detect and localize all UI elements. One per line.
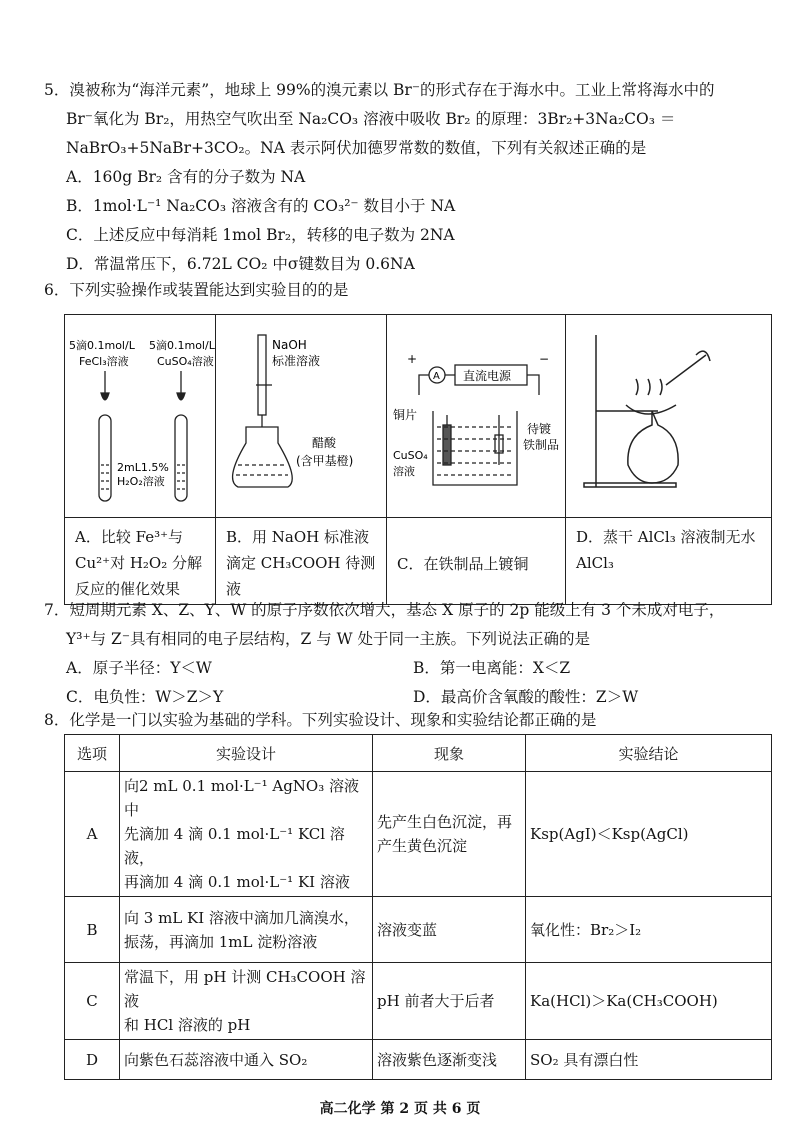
fig-b-label-2: 标准溶液 — [272, 354, 321, 368]
q8-row-b-design — [120, 897, 373, 963]
q8-row-c-phenomenon: pH 前者大于后者 — [373, 963, 526, 1040]
q7-stem-line-2: Y³⁺与 Z⁻具有相同的电子层结构，Z 与 W 处于同一主族。下列说法正确的是 — [66, 630, 590, 648]
q7-option-d: D．最高价含氧酸的酸性：Z＞W — [413, 688, 639, 706]
fig-c-plated-1: 待镀 — [527, 422, 552, 436]
q8-row-a-design — [120, 772, 373, 897]
question-5 — [44, 76, 760, 279]
q8-header-option: 选项 — [65, 735, 120, 772]
q8-row-b-conclusion: 氧化性：Br₂＞I₂ — [526, 897, 772, 963]
q8-row-a-design-line-2: 先滴加 4 滴 0.1 mol·L⁻¹ KCl 溶液， — [124, 825, 345, 867]
fig-b-label-1: NaOH — [272, 338, 307, 352]
q8-header-row — [65, 735, 772, 772]
q8-row-c-design-line-1: 常温下，用 pH 计测 CH₃COOH 溶液 — [124, 968, 366, 1010]
fig-a-left-label-1: 5滴0.1mol/L — [69, 339, 135, 352]
fig-a-bottom-label-2: H₂O₂溶液 — [117, 475, 165, 488]
table-row — [65, 1040, 772, 1080]
fig-d-evaporation — [566, 315, 766, 513]
fig-c-minus: − — [539, 352, 550, 366]
fig-c-electroplating — [387, 315, 565, 513]
q8-row-a-option: A — [65, 772, 120, 897]
q8-row-c-option: C — [65, 963, 120, 1040]
q5-stem-line-2: Br⁻氧化为 Br₂，用热空气吹出至 Na₂CO₃ 溶液中吸收 Br₂ 的原理：3Br₂+3Na₂CO₃ ＝ — [66, 110, 676, 128]
q8-row-a-design-line-1: 向2 mL 0.1 mol·L⁻¹ AgNO₃ 溶液中 — [124, 777, 360, 819]
fig-c-plus: + — [407, 352, 418, 366]
table-row — [65, 772, 772, 897]
q8-table — [64, 734, 772, 1080]
fig-c-ammeter: A — [433, 371, 440, 382]
q8-row-a-phenomenon-line-2: 产生黄色沉淀 — [377, 837, 468, 855]
q6-caption-b: B．用 NaOH 标准液滴定 CH₃COOH 待测液 — [216, 518, 387, 605]
q8-row-d-conclusion: SO₂ 具有漂白性 — [526, 1040, 772, 1080]
q7-stem-line-1: 7．短周期元素 X、Z、Y、W 的原子序数依次增大，基态 X 原子的 2p 能级上有 3 个未成对电子， — [44, 601, 725, 619]
fig-a-cell — [65, 315, 216, 518]
fig-c-plated-2: 铁制品 — [523, 438, 560, 452]
q8-row-a-phenomenon — [373, 772, 526, 897]
q8-header-phenomenon: 现象 — [373, 735, 526, 772]
fig-a-right-label-1: 5滴0.1mol/L — [149, 339, 215, 352]
fig-b-titration — [216, 315, 386, 513]
fig-a-right-label-2: CuSO₄溶液 — [157, 355, 214, 368]
q8-row-c-design — [120, 963, 373, 1040]
q8-header-design: 实验设计 — [120, 735, 373, 772]
fig-d-cell — [566, 315, 772, 518]
q5-stem-line-3: NaBrO₃+5NaBr+3CO₂。NA 表示阿伏加德罗常数的数值，下列有关叙述正确的是 — [66, 139, 647, 157]
fig-b-cell — [216, 315, 387, 518]
q5-option-c: C．上述反应中每消耗 1mol Br₂，转移的电子数为 2NA — [66, 226, 455, 244]
q8-row-d-phenomenon: 溶液紫色逐渐变浅 — [373, 1040, 526, 1080]
q8-row-c-design-line-2: 和 HCl 溶液的 pH — [124, 1016, 251, 1034]
q8-row-b-option: B — [65, 897, 120, 963]
q8-row-a-phenomenon-line-1: 先产生白色沉淀，再 — [377, 813, 513, 831]
q8-row-d-option: D — [65, 1040, 120, 1080]
fig-c-solution-1: CuSO₄ — [393, 449, 428, 462]
q8-row-d-design: 向紫色石蕊溶液中通入 SO₂ — [120, 1040, 373, 1080]
question-7 — [44, 596, 760, 712]
fig-c-source: 直流电源 — [463, 369, 512, 383]
question-6 — [44, 276, 760, 305]
q7-option-a: A．原子半径：Y＜W — [66, 659, 212, 677]
fig-c-copper: 铜片 — [393, 408, 418, 422]
fig-b-label-4: (含甲基橙) — [296, 454, 354, 468]
fig-c-solution-2: 溶液 — [393, 465, 415, 478]
q6-caption-c: C．在铁制品上镀铜 — [387, 518, 566, 605]
q7-option-b: B．第一电离能：X＜Z — [413, 659, 571, 677]
fig-b-label-3: 醋酸 — [312, 436, 337, 450]
q5-option-d: D．常温常压下，6.72L CO₂ 中σ键数目为 0.6NA — [66, 255, 415, 273]
q6-caption-a: A．比较 Fe³⁺与 Cu²⁺对 H₂O₂ 分解反应的催化效果 — [65, 518, 216, 605]
q5-option-b: B．1mol·L⁻¹ Na₂CO₃ 溶液含有的 CO₃²⁻ 数目小于 NA — [66, 197, 456, 215]
q8-row-b-phenomenon: 溶液变蓝 — [373, 897, 526, 963]
fig-a-bottom-label-1: 2mL1.5% — [117, 461, 169, 474]
q8-stem: 8．化学是一门以实验为基础的学科。下列实验设计、现象和实验结论都正确的是 — [44, 711, 597, 729]
fig-a-catalysis-tubes — [65, 315, 215, 513]
q7-option-c: C．电负性：W＞Z＞Y — [66, 688, 224, 706]
q8-row-a-design-line-3: 再滴加 4 滴 0.1 mol·L⁻¹ KI 溶液 — [124, 873, 350, 891]
q8-row-b-design-line-2: 振荡，再滴加 1mL 淀粉溶液 — [124, 932, 318, 951]
q8-header-conclusion: 实验结论 — [526, 735, 772, 772]
q8-row-a-conclusion: Ksp(AgI)＜Ksp(AgCl) — [526, 772, 772, 897]
q8-row-b-design-line-1: 向 3 mL KI 溶液中滴加几滴溴水， — [124, 908, 359, 927]
q5-option-a: A．160g Br₂ 含有的分子数为 NA — [66, 168, 306, 186]
fig-a-left-label-2: FeCl₃溶液 — [79, 355, 129, 368]
table-row — [65, 897, 772, 963]
q6-caption-d: D．蒸干 AlCl₃ 溶液制无水 AlCl₃ — [566, 518, 772, 605]
q6-stem: 6．下列实验操作或装置能达到实验目的的是 — [44, 281, 349, 299]
q5-stem-line-1: 5．溴被称为“海洋元素”，地球上 99%的溴元素以 Br⁻的形式存在于海水中。工业上常将海水中的 — [44, 81, 715, 99]
q8-row-c-conclusion: Ka(HCl)＞Ka(CH₃COOH) — [526, 963, 772, 1040]
table-row — [65, 963, 772, 1040]
page-footer: 高二化学 第 2 页 共 6 页 — [319, 1101, 481, 1117]
q6-apparatus-table — [64, 314, 772, 605]
question-8 — [44, 706, 760, 735]
fig-c-cell — [387, 315, 566, 518]
